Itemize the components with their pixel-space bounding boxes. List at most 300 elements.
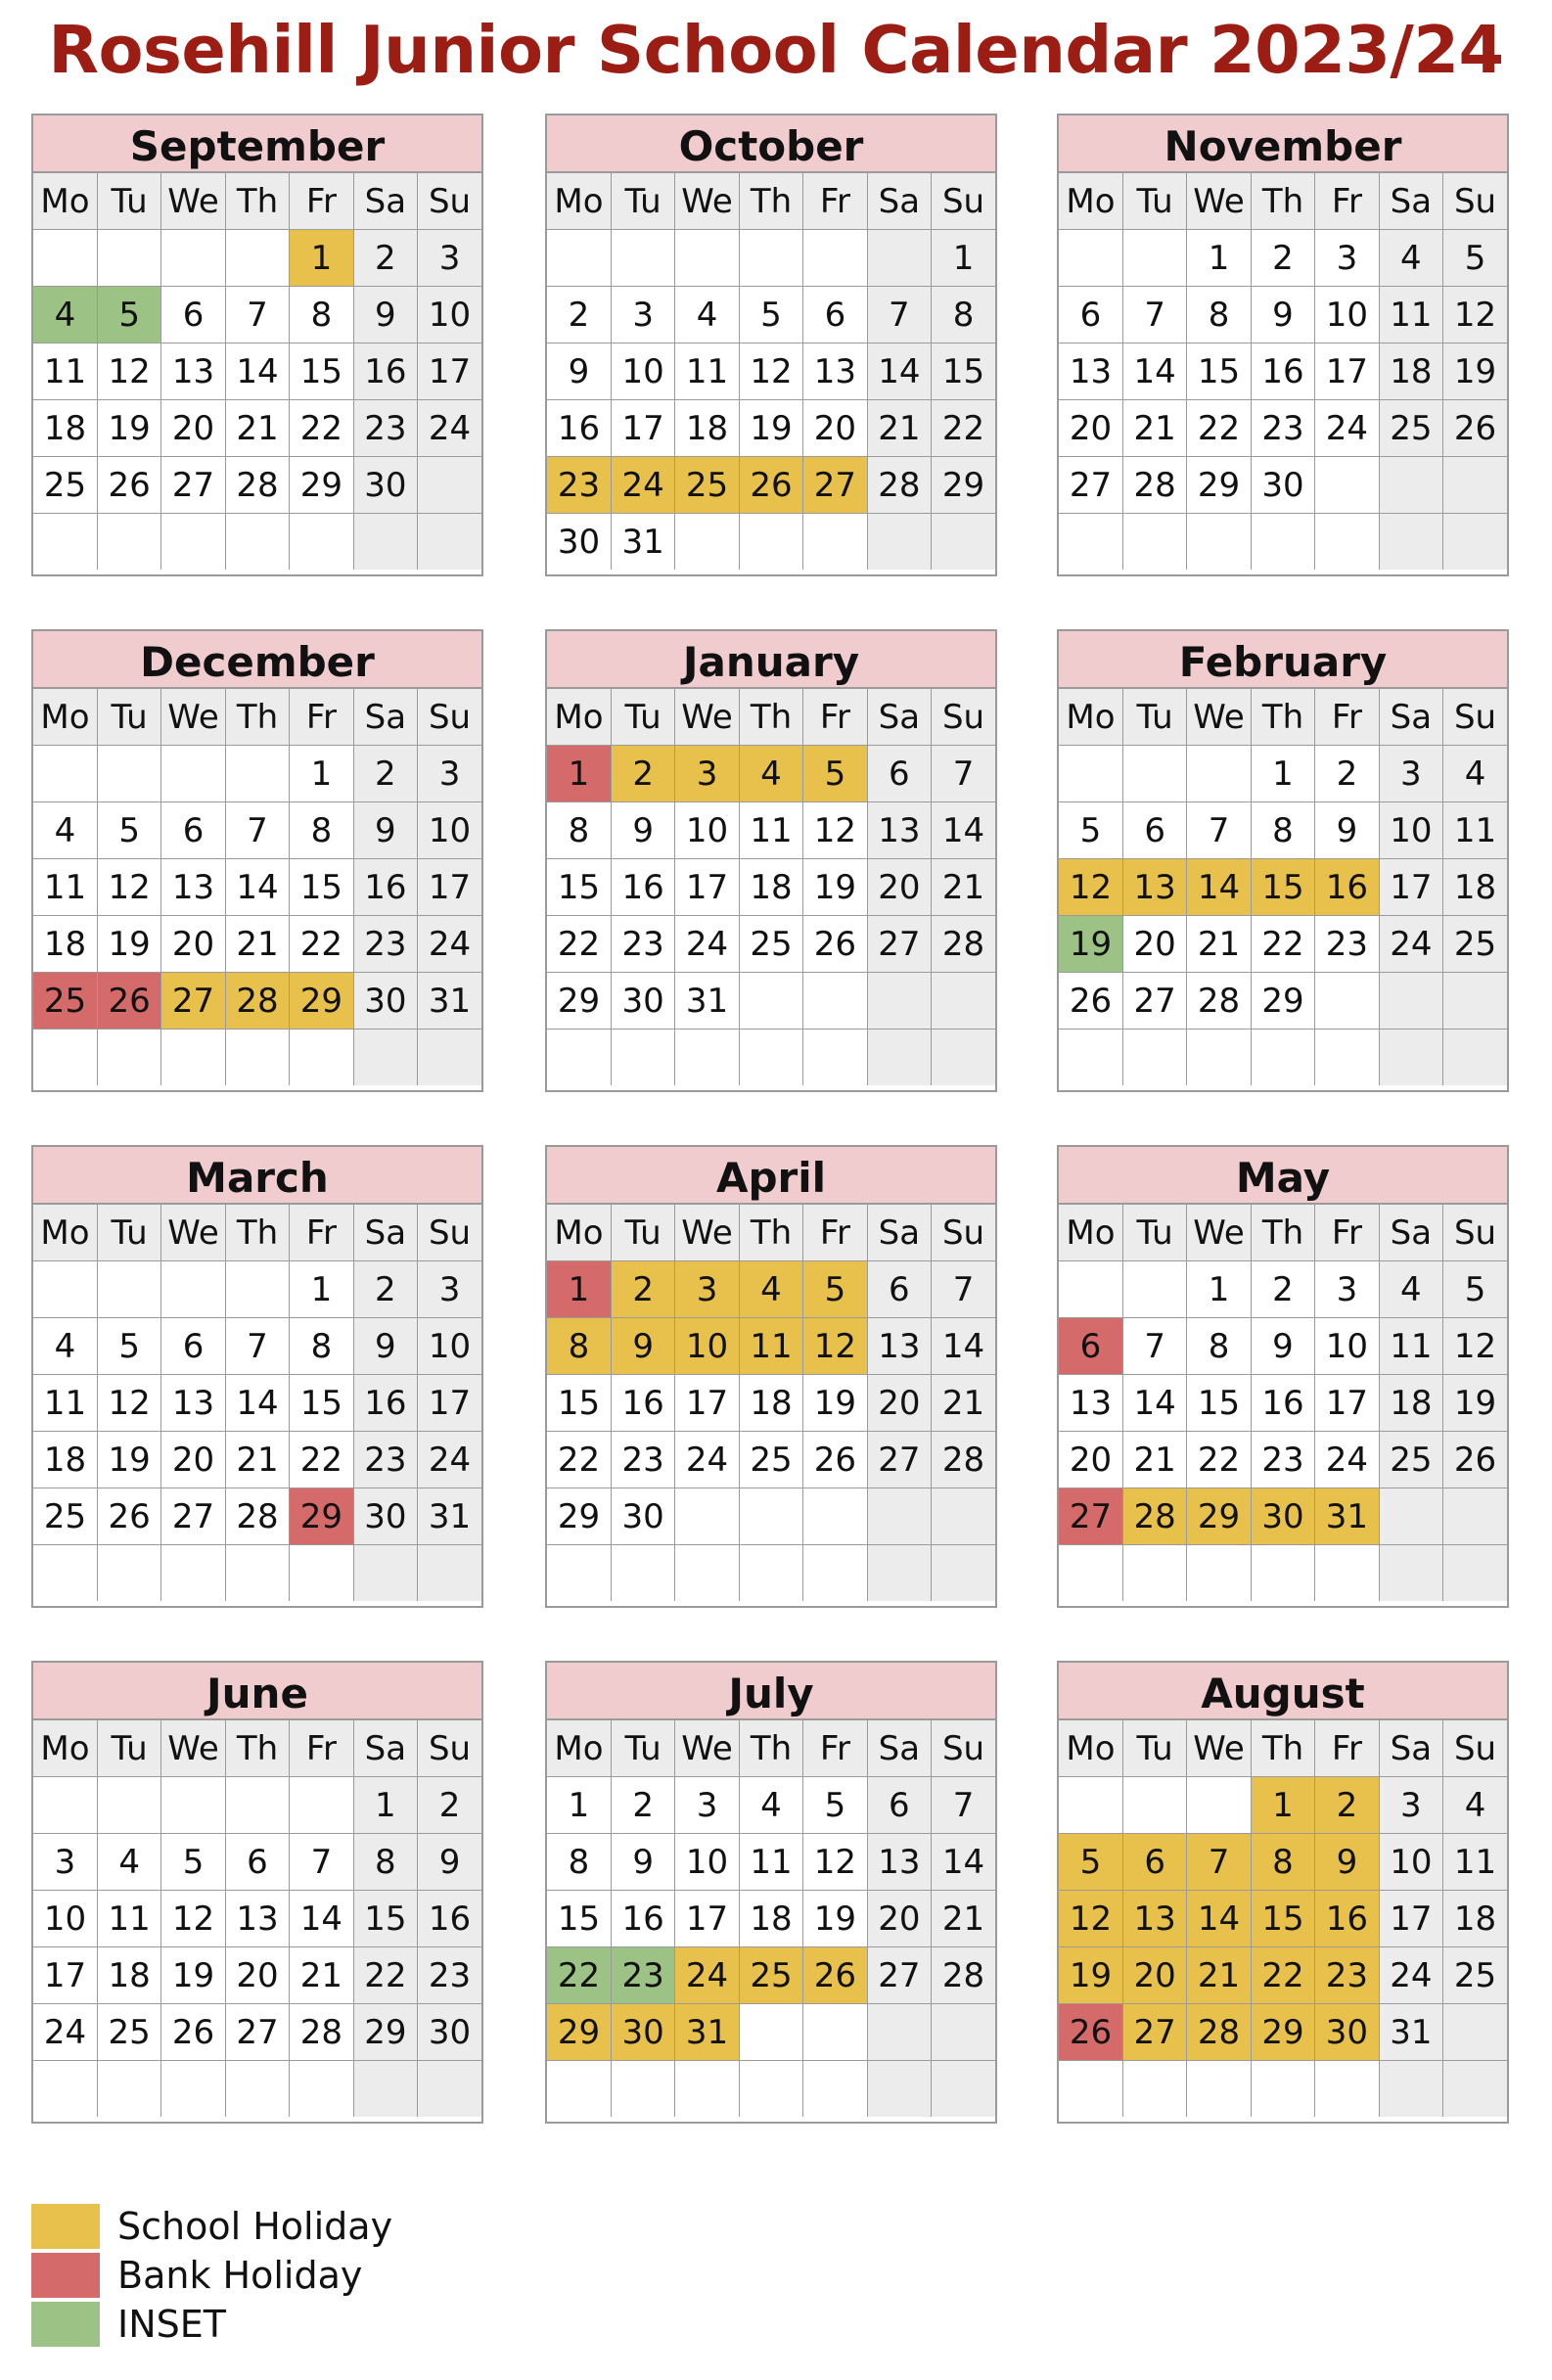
empty-cell — [33, 1545, 97, 1602]
day-cell: 16 — [1251, 343, 1314, 400]
day-cell: 11 — [1443, 802, 1507, 859]
day-cell: 20 — [161, 400, 225, 457]
legend-label: Bank Holiday — [117, 2254, 363, 2297]
day-cell: 28 — [1122, 457, 1186, 514]
day-cell: 5 — [1443, 1261, 1507, 1318]
day-cell: 2 — [611, 1261, 674, 1318]
day-cell: 25 — [33, 457, 97, 514]
day-cell: 24 — [418, 1432, 481, 1488]
day-cell: 13 — [1122, 859, 1186, 916]
day-cell: 5 — [803, 746, 867, 802]
month-september — [31, 114, 483, 576]
day-cell: 30 — [1251, 457, 1314, 514]
day-cell: 30 — [547, 514, 611, 571]
empty-cell — [739, 2004, 802, 2061]
day-cell: 4 — [1379, 1261, 1442, 1318]
day-cell: 28 — [290, 2004, 353, 2061]
day-cell: 21 — [867, 400, 931, 457]
day-cell: 26 — [97, 457, 160, 514]
weekday-header: Tu — [1122, 689, 1186, 746]
empty-cell — [675, 2061, 739, 2118]
weekday-header: Mo — [1059, 173, 1122, 230]
weekday-header: Fr — [803, 1720, 867, 1777]
day-cell: 18 — [1379, 343, 1442, 400]
day-cell: 19 — [1059, 916, 1122, 973]
weekday-header: We — [1187, 689, 1251, 746]
empty-cell — [611, 230, 674, 287]
day-cell: 6 — [1122, 1834, 1186, 1891]
day-cell: 14 — [932, 1834, 995, 1891]
day-cell: 6 — [867, 1261, 931, 1318]
day-cell: 1 — [1251, 1777, 1314, 1834]
day-cell: 1 — [290, 230, 353, 287]
month-title: April — [547, 1147, 995, 1205]
weekday-header: We — [1187, 1720, 1251, 1777]
day-cell: 27 — [1059, 1488, 1122, 1545]
empty-cell — [867, 1488, 931, 1545]
day-cell: 8 — [290, 287, 353, 343]
day-cell: 23 — [547, 457, 611, 514]
day-cell: 22 — [290, 400, 353, 457]
day-cell: 5 — [1059, 1834, 1122, 1891]
day-cell: 8 — [353, 1834, 417, 1891]
month-title: June — [33, 1663, 481, 1720]
empty-cell — [739, 2061, 802, 2118]
day-cell: 7 — [1122, 287, 1186, 343]
weekday-header: Fr — [803, 689, 867, 746]
empty-cell — [33, 514, 97, 571]
empty-cell — [161, 1030, 225, 1086]
day-cell: 30 — [418, 2004, 481, 2061]
weekday-header: Mo — [1059, 689, 1122, 746]
day-cell: 8 — [1251, 802, 1314, 859]
day-cell: 1 — [353, 1777, 417, 1834]
empty-cell — [1315, 2061, 1379, 2118]
empty-cell — [353, 514, 417, 571]
day-cell: 19 — [97, 916, 160, 973]
day-cell: 9 — [353, 287, 417, 343]
empty-cell — [225, 514, 289, 571]
empty-cell — [1122, 2061, 1186, 2118]
day-cell: 14 — [225, 859, 289, 916]
day-cell: 22 — [932, 400, 995, 457]
day-cell: 20 — [867, 1375, 931, 1432]
day-cell: 19 — [97, 400, 160, 457]
day-cell: 10 — [33, 1891, 97, 1947]
weekday-header: We — [675, 689, 739, 746]
weekday-header: Mo — [1059, 1205, 1122, 1261]
day-cell: 2 — [1315, 1777, 1379, 1834]
empty-cell — [867, 230, 931, 287]
empty-cell — [675, 514, 739, 571]
day-cell: 14 — [290, 1891, 353, 1947]
weekday-header: We — [161, 1720, 225, 1777]
day-cell: 24 — [675, 1947, 739, 2004]
day-cell: 27 — [161, 1488, 225, 1545]
day-cell: 19 — [1443, 343, 1507, 400]
empty-cell — [1187, 746, 1251, 802]
day-cell: 15 — [1251, 859, 1314, 916]
day-cell: 21 — [225, 400, 289, 457]
empty-cell — [675, 1030, 739, 1086]
weekday-header: Sa — [1379, 173, 1442, 230]
empty-cell — [1122, 230, 1186, 287]
weekday-header: We — [1187, 173, 1251, 230]
day-cell: 10 — [418, 1318, 481, 1375]
weekday-header: Tu — [611, 689, 674, 746]
day-cell: 16 — [611, 1891, 674, 1947]
day-cell: 7 — [867, 287, 931, 343]
day-cell: 11 — [33, 343, 97, 400]
weekday-header: Mo — [1059, 1720, 1122, 1777]
empty-cell — [161, 1545, 225, 1602]
day-cell: 11 — [739, 1318, 802, 1375]
empty-cell — [1315, 1030, 1379, 1086]
empty-cell — [803, 1545, 867, 1602]
empty-cell — [161, 1777, 225, 1834]
day-cell: 17 — [418, 343, 481, 400]
empty-cell — [225, 1545, 289, 1602]
empty-cell — [225, 230, 289, 287]
weekday-header: Th — [1251, 1720, 1314, 1777]
empty-cell — [97, 746, 160, 802]
day-cell: 5 — [803, 1777, 867, 1834]
weekday-header: We — [675, 173, 739, 230]
day-cell: 3 — [1379, 746, 1442, 802]
day-cell: 10 — [1315, 1318, 1379, 1375]
day-cell: 4 — [675, 287, 739, 343]
empty-cell — [932, 1545, 995, 1602]
weekday-header: Fr — [803, 173, 867, 230]
day-cell: 20 — [867, 859, 931, 916]
day-cell: 23 — [611, 1947, 674, 2004]
month-february — [1057, 629, 1509, 1092]
day-cell: 17 — [33, 1947, 97, 2004]
day-cell: 1 — [547, 746, 611, 802]
weekday-header: Th — [739, 173, 802, 230]
day-cell: 9 — [353, 1318, 417, 1375]
day-cell: 27 — [803, 457, 867, 514]
day-cell: 23 — [418, 1947, 481, 2004]
day-cell: 9 — [1315, 802, 1379, 859]
empty-cell — [932, 1488, 995, 1545]
weekday-header: Th — [739, 689, 802, 746]
day-cell: 17 — [418, 859, 481, 916]
day-cell: 12 — [1059, 1891, 1122, 1947]
month-title: October — [547, 115, 995, 173]
month-december — [31, 629, 483, 1092]
weekday-header: Sa — [1379, 1720, 1442, 1777]
empty-cell — [1443, 1545, 1507, 1602]
day-cell: 3 — [418, 746, 481, 802]
day-cell: 21 — [1187, 916, 1251, 973]
day-cell: 13 — [803, 343, 867, 400]
day-cell: 11 — [33, 1375, 97, 1432]
day-cell: 11 — [739, 1834, 802, 1891]
day-cell: 2 — [1251, 1261, 1314, 1318]
weekday-header: Fr — [1315, 1205, 1379, 1261]
empty-cell — [675, 1545, 739, 1602]
empty-cell — [418, 457, 481, 514]
empty-cell — [1443, 2061, 1507, 2118]
empty-cell — [418, 514, 481, 571]
day-cell: 23 — [353, 400, 417, 457]
weekday-header: Sa — [353, 1720, 417, 1777]
day-cell: 27 — [225, 2004, 289, 2061]
empty-cell — [161, 514, 225, 571]
empty-cell — [1122, 1777, 1186, 1834]
empty-cell — [290, 514, 353, 571]
weekday-header: We — [675, 1720, 739, 1777]
empty-cell — [1059, 1545, 1122, 1602]
day-cell: 4 — [1379, 230, 1442, 287]
empty-cell — [418, 1030, 481, 1086]
day-cell: 26 — [97, 1488, 160, 1545]
day-cell: 6 — [161, 287, 225, 343]
weekday-header: Tu — [611, 1205, 674, 1261]
day-cell: 29 — [290, 1488, 353, 1545]
day-cell: 27 — [1059, 457, 1122, 514]
empty-cell — [225, 1030, 289, 1086]
day-cell: 6 — [1059, 1318, 1122, 1375]
day-cell: 17 — [1379, 1891, 1442, 1947]
day-cell: 1 — [1187, 230, 1251, 287]
weekday-header: Tu — [1122, 173, 1186, 230]
empty-cell — [1122, 1030, 1186, 1086]
day-cell: 1 — [1187, 1261, 1251, 1318]
weekday-header: Fr — [290, 1720, 353, 1777]
empty-cell — [1443, 1030, 1507, 1086]
weekday-header: Su — [1443, 173, 1507, 230]
day-cell: 30 — [1251, 1488, 1314, 1545]
day-cell: 11 — [97, 1891, 160, 1947]
day-cell: 14 — [1122, 1375, 1186, 1432]
empty-cell — [97, 230, 160, 287]
month-title: September — [33, 115, 481, 173]
day-cell: 2 — [353, 230, 417, 287]
empty-cell — [1315, 514, 1379, 571]
empty-cell — [161, 1261, 225, 1318]
day-cell: 22 — [547, 1947, 611, 2004]
day-cell: 3 — [418, 1261, 481, 1318]
day-cell: 19 — [161, 1947, 225, 2004]
empty-cell — [1059, 746, 1122, 802]
day-cell: 12 — [803, 1834, 867, 1891]
day-cell: 8 — [290, 802, 353, 859]
day-cell: 8 — [1187, 287, 1251, 343]
empty-cell — [97, 514, 160, 571]
empty-cell — [739, 973, 802, 1030]
day-cell: 17 — [675, 1375, 739, 1432]
empty-cell — [97, 1777, 160, 1834]
day-cell: 13 — [225, 1891, 289, 1947]
day-cell: 15 — [290, 343, 353, 400]
legend — [31, 2202, 392, 2349]
empty-cell — [932, 973, 995, 1030]
day-cell: 22 — [290, 916, 353, 973]
day-cell: 13 — [161, 1375, 225, 1432]
day-cell: 20 — [225, 1947, 289, 2004]
day-cell: 1 — [932, 230, 995, 287]
month-november — [1057, 114, 1509, 576]
weekday-header: Su — [932, 689, 995, 746]
day-cell: 24 — [418, 916, 481, 973]
day-cell: 3 — [33, 1834, 97, 1891]
day-cell: 22 — [547, 1432, 611, 1488]
day-cell: 3 — [611, 287, 674, 343]
day-cell: 4 — [739, 746, 802, 802]
weekday-header: Th — [1251, 1205, 1314, 1261]
weekday-header: Mo — [547, 173, 611, 230]
day-cell: 7 — [1122, 1318, 1186, 1375]
empty-cell — [932, 2004, 995, 2061]
weekday-header: Tu — [611, 173, 674, 230]
day-cell: 11 — [1443, 1834, 1507, 1891]
day-cell: 26 — [1059, 973, 1122, 1030]
day-cell: 29 — [547, 973, 611, 1030]
day-cell: 22 — [1187, 1432, 1251, 1488]
day-cell: 30 — [353, 457, 417, 514]
day-cell: 26 — [1059, 2004, 1122, 2061]
weekday-header: Th — [225, 1720, 289, 1777]
day-cell: 9 — [1315, 1834, 1379, 1891]
day-cell: 6 — [803, 287, 867, 343]
day-cell: 29 — [353, 2004, 417, 2061]
day-cell: 24 — [1379, 1947, 1442, 2004]
empty-cell — [1379, 1545, 1442, 1602]
day-cell: 20 — [161, 1432, 225, 1488]
day-cell: 25 — [739, 1432, 802, 1488]
day-cell: 29 — [547, 1488, 611, 1545]
day-cell: 29 — [547, 2004, 611, 2061]
weekday-header: Sa — [353, 173, 417, 230]
empty-cell — [932, 514, 995, 571]
month-title: July — [547, 1663, 995, 1720]
day-cell: 27 — [867, 1947, 931, 2004]
empty-cell — [97, 1261, 160, 1318]
day-cell: 15 — [932, 343, 995, 400]
empty-cell — [739, 230, 802, 287]
empty-cell — [1059, 1030, 1122, 1086]
day-cell: 20 — [803, 400, 867, 457]
legend-label: School Holiday — [117, 2205, 393, 2248]
day-cell: 31 — [611, 514, 674, 571]
legend-item-school-holiday — [31, 2202, 392, 2251]
weekday-header: Sa — [353, 689, 417, 746]
day-cell: 7 — [225, 802, 289, 859]
day-cell: 26 — [1443, 1432, 1507, 1488]
day-cell: 13 — [1122, 1891, 1186, 1947]
day-cell: 14 — [932, 802, 995, 859]
empty-cell — [1251, 514, 1314, 571]
day-cell: 12 — [803, 1318, 867, 1375]
empty-cell — [803, 2061, 867, 2118]
day-cell: 6 — [1059, 287, 1122, 343]
day-cell: 30 — [611, 973, 674, 1030]
day-cell: 24 — [611, 457, 674, 514]
day-cell: 13 — [867, 802, 931, 859]
month-january — [545, 629, 997, 1092]
day-cell: 16 — [418, 1891, 481, 1947]
weekday-header: Fr — [1315, 689, 1379, 746]
day-cell: 18 — [33, 1432, 97, 1488]
day-cell: 14 — [1122, 343, 1186, 400]
page-title: Rosehill Junior School Calendar 2023/24 — [48, 12, 1504, 88]
day-cell: 22 — [547, 916, 611, 973]
day-cell: 10 — [675, 802, 739, 859]
day-cell: 23 — [1251, 1432, 1314, 1488]
empty-cell — [1379, 1030, 1442, 1086]
empty-cell — [1122, 514, 1186, 571]
month-title: May — [1059, 1147, 1507, 1205]
day-cell: 13 — [161, 859, 225, 916]
day-cell: 20 — [1122, 916, 1186, 973]
day-cell: 29 — [932, 457, 995, 514]
empty-cell — [418, 1545, 481, 1602]
empty-cell — [1187, 514, 1251, 571]
day-cell: 7 — [932, 1261, 995, 1318]
day-cell: 18 — [739, 859, 802, 916]
day-cell: 14 — [225, 1375, 289, 1432]
day-cell: 28 — [225, 1488, 289, 1545]
empty-cell — [33, 2061, 97, 2118]
weekday-header: Su — [418, 1205, 481, 1261]
day-cell: 16 — [353, 859, 417, 916]
day-cell: 31 — [418, 1488, 481, 1545]
weekday-header: Th — [1251, 689, 1314, 746]
empty-cell — [547, 1030, 611, 1086]
day-cell: 27 — [161, 973, 225, 1030]
month-october — [545, 114, 997, 576]
day-cell: 10 — [418, 802, 481, 859]
day-cell: 5 — [803, 1261, 867, 1318]
empty-cell — [547, 1545, 611, 1602]
day-cell: 18 — [97, 1947, 160, 2004]
day-cell: 3 — [1315, 230, 1379, 287]
day-cell: 3 — [418, 230, 481, 287]
day-cell: 24 — [1379, 916, 1442, 973]
weekday-header: Mo — [33, 173, 97, 230]
empty-cell — [803, 514, 867, 571]
day-cell: 10 — [675, 1318, 739, 1375]
day-cell: 4 — [97, 1834, 160, 1891]
day-cell: 19 — [803, 859, 867, 916]
empty-cell — [1315, 973, 1379, 1030]
weekday-header: Sa — [867, 689, 931, 746]
empty-cell — [739, 1488, 802, 1545]
empty-cell — [1122, 1545, 1186, 1602]
day-cell: 21 — [225, 916, 289, 973]
day-cell: 23 — [353, 916, 417, 973]
day-cell: 19 — [97, 1432, 160, 1488]
weekday-header: Tu — [97, 1205, 160, 1261]
day-cell: 5 — [161, 1834, 225, 1891]
day-cell: 7 — [932, 1777, 995, 1834]
empty-cell — [290, 1545, 353, 1602]
day-cell: 20 — [867, 1891, 931, 1947]
day-cell: 2 — [353, 746, 417, 802]
day-cell: 1 — [1251, 746, 1314, 802]
weekday-header: Fr — [1315, 1720, 1379, 1777]
day-cell: 27 — [867, 916, 931, 973]
empty-cell — [867, 1545, 931, 1602]
day-cell: 30 — [611, 2004, 674, 2061]
weekday-header: Th — [225, 1205, 289, 1261]
weekday-header: Mo — [33, 1720, 97, 1777]
weekday-header: Th — [225, 689, 289, 746]
day-cell: 6 — [867, 1777, 931, 1834]
weekday-header: Tu — [97, 1720, 160, 1777]
